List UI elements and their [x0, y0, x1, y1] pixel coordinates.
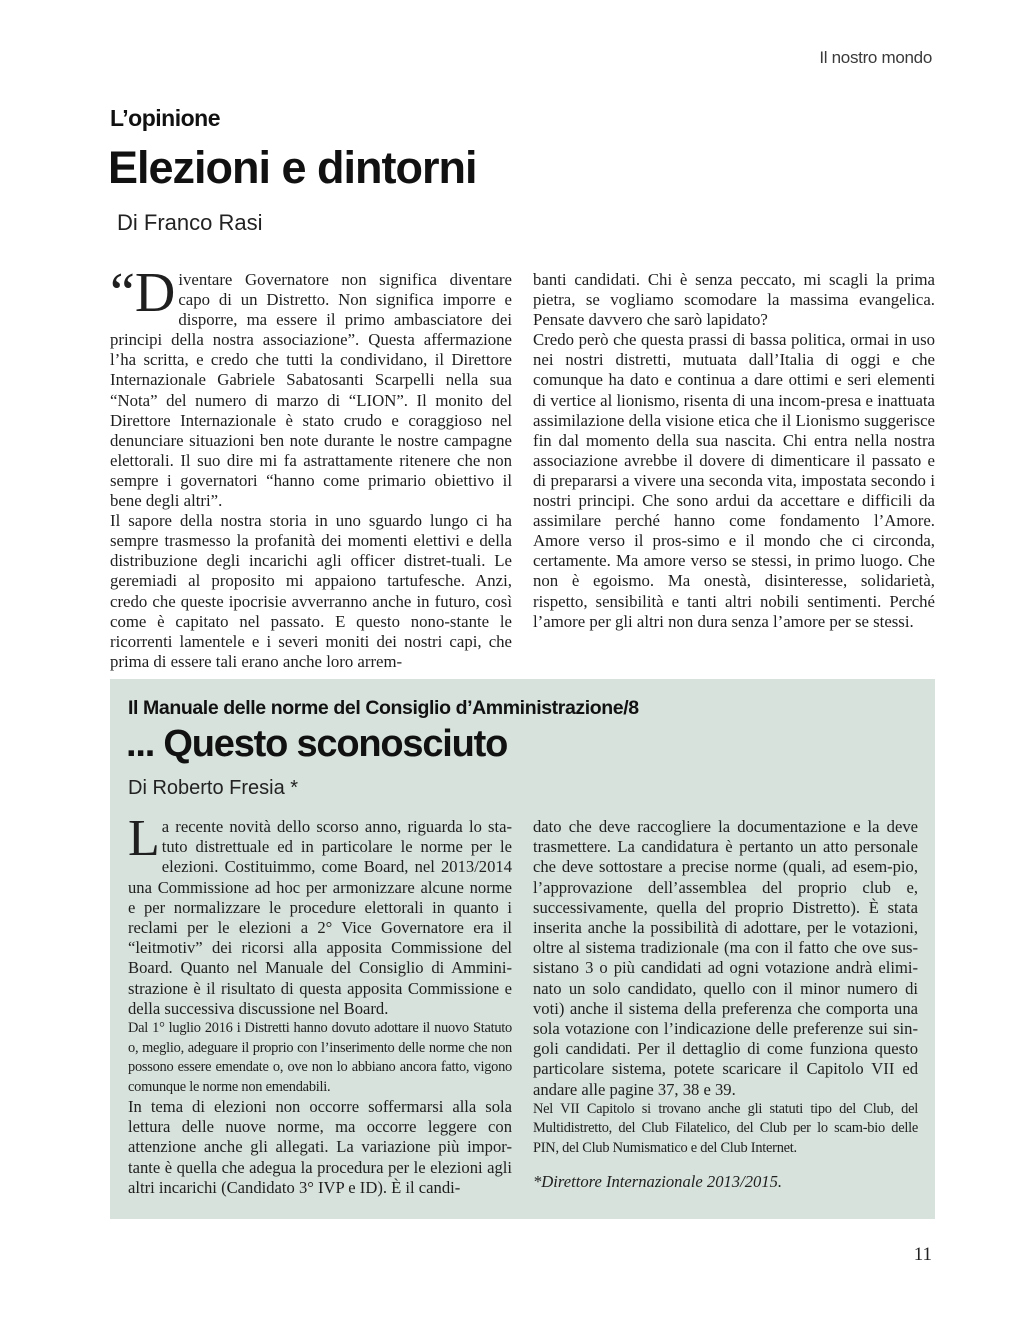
body-paragraph: “D iventare Governatore non significa diventare capo di un Distretto. Non significa imporre e disporre, ma essere il primo ambasciatore dei principi della nostra associazione”. Questa affermazione l’ha scritta, e credo che tutti la condividano, il Direttore Internazionale Gabriele Sabatosanti Scarpelli nella sua “Nota” del numero di marzo di “LION”. Il monito del Direttore Internazionale è stato crudo e coraggioso nel denunciare situazioni ben note durante le nostre campagne elettorali. Il suo dire mi fa astrattamente ritenere che non sempre i governatori “hanno come primario obiettivo il bene degli altri”. [110, 262, 512, 511]
page-number: 11 [913, 1244, 932, 1265]
footnote: *Direttore Internazionale 2013/2015. [533, 1172, 783, 1192]
article-title: Elezioni e dintorni [108, 142, 477, 193]
box-byline: Di Roberto Fresia * [128, 777, 299, 799]
drop-cap: L [128, 810, 160, 867]
body-paragraph: Il sapore della nostra storia in uno sguardo lungo ci ha sempre trasmesso la profanità dei momenti elettivi e della distribuzione degli incarichi agli officer distret-tuali. Le geremiadi al proposito mi appaiono tartufesche. Anzi, credo che queste ipocrisie avverranno anche in futuro, così come è capitato nel passato. E questo nono-stante le ricorrenti lamentele e i severi moniti dei nostri capi, che prima di essere tali erano anche loro arrem- [110, 511, 512, 671]
section-label: Il nostro mondo [819, 48, 932, 67]
drop-cap: “D [110, 262, 176, 324]
box-title: ... Questo sconosciuto [126, 723, 508, 765]
body-paragraph: Credo però che questa prassi di bassa politica, ormai in uso nei nostri distretti, mutuata dall’Italia di oggi e che comunque ha dato e continua a dare ottimi e seri elementi di vertice al lionismo, risenta di una incom-presa e inattuata assimilazione della visione etica che il Lionismo suggerisce fin dal momento della sua nascita. Chi entra nella nostra associazione avrebbe il dovere di dimenticare il passato e di prepararsi a vivere una seconda vita, impostata secondo i nostri principi. Che sono ardui da accettare e difficili da assimilare perché hanno come fondamento l’Amore. Amore verso il pros-simo e il mondo che ci circonda, certamente. Ma amore verso se stessi, in primo luogo. Che non è egoismo. Ma onestà, disinteresse, solidarietà, rispetto, sensibilità e tanti altri nobili sentimenti. Perché l’amore per gli altri non dura senza l’amore per se stessi. [533, 330, 935, 631]
body-paragraph: Nel VII Capitolo si trovano anche gli statuti tipo del Club, del Multidistretto, del Club Filatelico, del Club per lo scam-bio delle PIN, del Club Numismatico e del Club Internet. [533, 1100, 918, 1156]
body-paragraph: La recente novità dello scorso anno, riguarda lo sta-tuto distrettuale ed in particolare le norme per le elezioni. Costituimmo, come Board, nel 2013/2014 una Commissione ad hoc per armonizzare alcune norme e per normalizzare le procedure elettorali in quanto i reclami per le elezioni a 2° Vice Governatore era il “leitmotiv” dei ricorsi alla apposita Commissione del Board. Quanto nel Manuale del Consiglio di Ammini-strazione è il risultato di questa apposita Commissione e della successiva discussione nel Board. [128, 810, 512, 1018]
box-kicker: Il Manuale delle norme del Consiglio d’Amministrazione/8 [128, 697, 639, 719]
body-paragraph: In tema di elezioni non occorre soffermarsi alla sola lettura delle nuove norme, ma occorre leggere con attenzione anche gli allegati. La variazione più impor-tante è quella che adegua la procedura per le elezioni agli altri incarichi (Candidato 3° IVP e ID). È il candi- [128, 1097, 512, 1197]
body-paragraph: dato che deve raccogliere la documentazione e la deve trasmettere. La candidatura è pertanto un atto personale che deve sottostare a precise norme (quali, ad esem-pio, l’approvazione dell’assemblea del proprio club e, successivamente, quella del proprio Distretto). È stata inserita anche la possibilità di adottare, per le votazioni, oltre al sistema tradizionale (ma con il fatto che ove sus-sistano 3 o più candidati ad ogni votazione andrà elimi-nato un solo candidato, quello con il minor numero di voti) anche il sistema della preferenza che comporta una sola votazione con l’indicazione delle preferenze sui sin-goli candidati. Per il dettaglio di come funziona questo particolare sistema, potete scaricare il Capitolo VII ed andare alle pagine 37, 38 e 39. [533, 817, 918, 1099]
article-column-right [533, 270, 935, 632]
article-column-left [110, 262, 512, 672]
box-column-right [533, 817, 918, 1193]
box-column-left [128, 810, 512, 1198]
article-byline: Di Franco Rasi [117, 210, 263, 235]
body-paragraph: banti candidati. Chi è senza peccato, mi scagli la prima pietra, se vogliamo scomodare la massima evangelica. Pensate davvero che sarò lapidato? [533, 270, 935, 330]
body-paragraph: Dal 1° luglio 2016 i Distretti hanno dovuto adottare il nuovo Statuto o, meglio, adeguare il proprio con l’inserimento delle norme che non possono essere emendate o, ove non lo abbiano ancora fatto, vigono comunque le norme non emendabili. [128, 1020, 512, 1095]
article-kicker: L’opinione [110, 105, 220, 131]
